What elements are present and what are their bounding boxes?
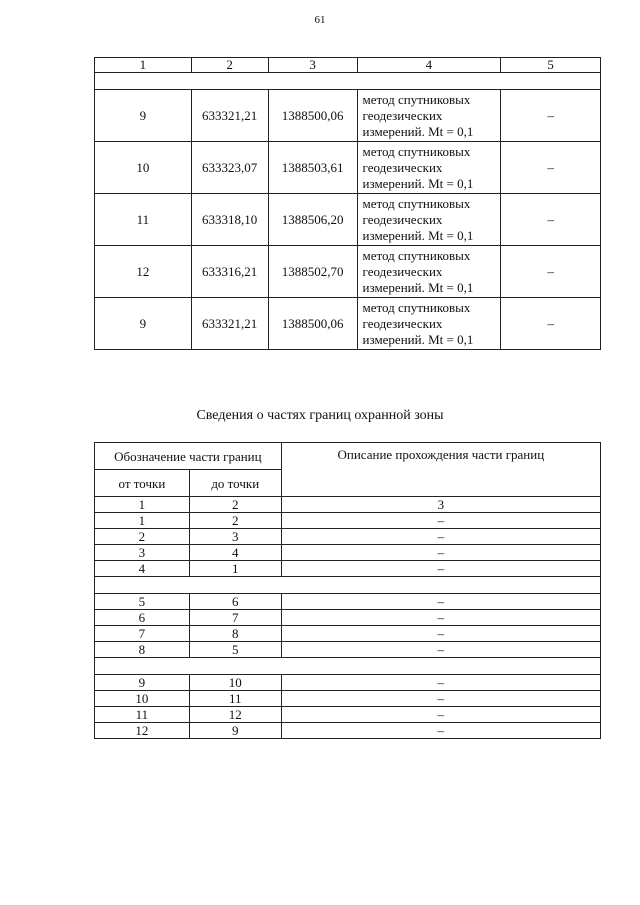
method-line: измерений. Mt = 0,1 bbox=[362, 175, 474, 191]
method-line: метод спутниковых bbox=[362, 195, 471, 211]
table-row bbox=[95, 626, 601, 642]
column-numbers-row bbox=[95, 497, 601, 513]
column-number: 2 bbox=[191, 58, 268, 73]
method-line: метод спутниковых bbox=[362, 247, 471, 263]
table-row bbox=[95, 545, 601, 561]
from-point: 11 bbox=[95, 707, 190, 723]
method-description bbox=[357, 90, 501, 142]
boundary-parts-table bbox=[94, 442, 601, 739]
method-description bbox=[357, 298, 501, 350]
to-point: 12 bbox=[189, 707, 281, 723]
method-line: измерений. Mt = 0,1 bbox=[362, 227, 474, 243]
from-point: 5 bbox=[95, 594, 190, 610]
from-point: 12 bbox=[95, 723, 190, 739]
table-row bbox=[95, 675, 601, 691]
table-row bbox=[95, 194, 601, 246]
coordinate-y: 1388502,70 bbox=[268, 246, 357, 298]
column-number: 2 bbox=[189, 497, 281, 513]
method-line: метод спутниковых bbox=[362, 143, 471, 159]
column-number: 3 bbox=[281, 497, 600, 513]
from-point: 9 bbox=[95, 675, 190, 691]
description: – bbox=[281, 626, 600, 642]
from-point: 7 bbox=[95, 626, 190, 642]
to-point-header: до точки bbox=[189, 470, 281, 497]
column-number: 3 bbox=[268, 58, 357, 73]
method-description bbox=[357, 246, 501, 298]
table-row bbox=[95, 723, 601, 739]
table-row bbox=[95, 642, 601, 658]
point-number: 11 bbox=[95, 194, 192, 246]
description: – bbox=[281, 723, 600, 739]
description: – bbox=[281, 561, 600, 577]
from-point: 4 bbox=[95, 561, 190, 577]
separator-row bbox=[95, 577, 601, 594]
to-point: 5 bbox=[189, 642, 281, 658]
method-line: метод спутниковых bbox=[362, 91, 471, 107]
method-line: геодезических bbox=[362, 159, 443, 175]
description-header: Описание прохождения части границ bbox=[281, 443, 600, 497]
point-number: 9 bbox=[95, 298, 192, 350]
column-numbers-row bbox=[95, 58, 601, 73]
section-title: Сведения о частях границ охранной зоны bbox=[196, 408, 444, 423]
point-number: 10 bbox=[95, 142, 192, 194]
from-point: 8 bbox=[95, 642, 190, 658]
coordinate-x: 633321,21 bbox=[191, 298, 268, 350]
point-number: 9 bbox=[95, 90, 192, 142]
to-point: 3 bbox=[189, 529, 281, 545]
description: – bbox=[281, 513, 600, 529]
table-row bbox=[95, 142, 601, 194]
table-row bbox=[95, 90, 601, 142]
method-line: геодезических bbox=[362, 263, 443, 279]
to-point: 2 bbox=[189, 513, 281, 529]
description: – bbox=[281, 529, 600, 545]
coordinates-table bbox=[94, 57, 601, 350]
method-line: измерений. Mt = 0,1 bbox=[362, 279, 474, 295]
description: – bbox=[281, 610, 600, 626]
column-number: 4 bbox=[357, 58, 501, 73]
description: – bbox=[281, 707, 600, 723]
point-number: 12 bbox=[95, 246, 192, 298]
coordinate-x: 633316,21 bbox=[191, 246, 268, 298]
from-point-header: от точки bbox=[95, 470, 190, 497]
description: – bbox=[281, 594, 600, 610]
table-row bbox=[95, 707, 601, 723]
note: – bbox=[501, 298, 601, 350]
note: – bbox=[501, 90, 601, 142]
boundary-designation-header: Обозначение части границ bbox=[95, 443, 282, 470]
table-row bbox=[95, 561, 601, 577]
separator-row bbox=[95, 73, 601, 90]
method-line: геодезических bbox=[362, 211, 443, 227]
coordinate-y: 1388500,06 bbox=[268, 298, 357, 350]
description: – bbox=[281, 545, 600, 561]
to-point: 4 bbox=[189, 545, 281, 561]
table-row bbox=[95, 529, 601, 545]
note: – bbox=[501, 194, 601, 246]
separator-row bbox=[95, 658, 601, 675]
coordinate-x: 633321,21 bbox=[191, 90, 268, 142]
column-number: 1 bbox=[95, 58, 192, 73]
coordinate-x: 633323,07 bbox=[191, 142, 268, 194]
note: – bbox=[501, 246, 601, 298]
table-row bbox=[95, 691, 601, 707]
method-description bbox=[357, 142, 501, 194]
description: – bbox=[281, 642, 600, 658]
to-point: 1 bbox=[189, 561, 281, 577]
to-point: 10 bbox=[189, 675, 281, 691]
table-row bbox=[95, 513, 601, 529]
method-line: метод спутниковых bbox=[362, 299, 471, 315]
page-number: 61 bbox=[314, 14, 326, 26]
to-point: 7 bbox=[189, 610, 281, 626]
from-point: 6 bbox=[95, 610, 190, 626]
from-point: 3 bbox=[95, 545, 190, 561]
note: – bbox=[501, 142, 601, 194]
coordinate-x: 633318,10 bbox=[191, 194, 268, 246]
to-point: 9 bbox=[189, 723, 281, 739]
method-description bbox=[357, 194, 501, 246]
coordinate-y: 1388503,61 bbox=[268, 142, 357, 194]
to-point: 6 bbox=[189, 594, 281, 610]
description: – bbox=[281, 675, 600, 691]
method-line: геодезических bbox=[362, 107, 443, 123]
method-line: измерений. Mt = 0,1 bbox=[362, 123, 474, 139]
table-row bbox=[95, 298, 601, 350]
table-row bbox=[95, 246, 601, 298]
to-point: 8 bbox=[189, 626, 281, 642]
method-line: геодезических bbox=[362, 315, 443, 331]
from-point: 10 bbox=[95, 691, 190, 707]
coordinate-y: 1388506,20 bbox=[268, 194, 357, 246]
from-point: 1 bbox=[95, 513, 190, 529]
to-point: 11 bbox=[189, 691, 281, 707]
from-point: 2 bbox=[95, 529, 190, 545]
table-row bbox=[95, 594, 601, 610]
table-row bbox=[95, 610, 601, 626]
coordinate-y: 1388500,06 bbox=[268, 90, 357, 142]
description: – bbox=[281, 691, 600, 707]
column-number: 1 bbox=[95, 497, 190, 513]
method-line: измерений. Mt = 0,1 bbox=[362, 331, 474, 347]
column-number: 5 bbox=[501, 58, 601, 73]
